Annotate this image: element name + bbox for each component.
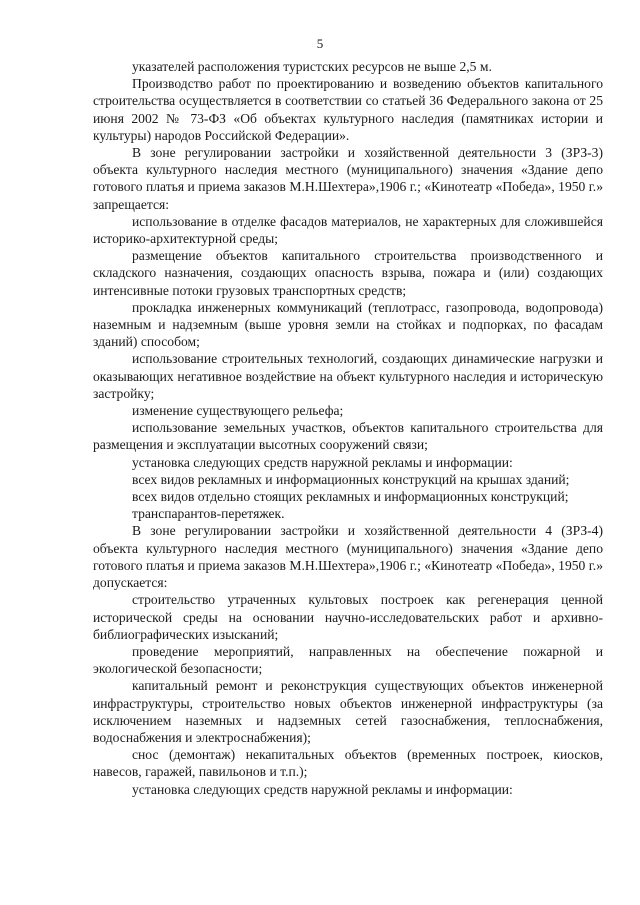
paragraph: всех видов отдельно стоящих рекламных и информационных конструкций; (132, 489, 569, 505)
paragraph: установка следующих средств наружной рекламы и информации: (132, 781, 513, 797)
paragraph: использование земельных участков, объектов капитального строительства для размещения и эксплуатации высотных сооружений связи; (93, 420, 603, 453)
paragraph: снос (демонтаж) некапитальных объектов (временных построек, киосков, навесов, гаражей, павильонов и т.п.); (93, 747, 603, 780)
page-number: 5 (316, 36, 324, 51)
paragraph: транспарантов-перетяжек. (132, 506, 285, 522)
paragraph: Производство работ по проектированию и возведению объектов капитального строительства осуществляется в соответствии со статьей 36 Федерального закона от 25 июня 2002 № 73-ФЗ «Об объектах культурного наследия (памятниках истории и культуры) народов Российской Федерации». (93, 76, 603, 143)
paragraph: прокладка инженерных коммуникаций (теплотрасс, газопровода, водопровода) наземным и надземным (выше уровня земли на стойках и подпорках, по фасадам зданий) способом; (93, 299, 603, 350)
paragraph: изменение существующего рельефа; (132, 403, 344, 419)
paragraph: использование строительных технологий, создающих динамические нагрузки и оказывающих негативное воздействие на объект культурного наследия и историческую застройку; (93, 351, 603, 401)
paragraph: В зоне регулировании застройки и хозяйственной деятельности 3 (ЗРЗ-3) объекта культурного наследия местного (муниципального) значения «Здание депо готового платья и приема заказов М.Н.Шехтера»,1906 г.; «Кинотеатр «Победа», 1950 г.» запрещается: (93, 145, 603, 212)
paragraph: В зоне регулировании застройки и хозяйственной деятельности 4 (ЗРЗ-4) объекта культурного наследия местного (муниципального) значения «Здание депо готового платья и приема заказов М.Н.Шехтера»,1906 г.; «Кинотеатр «Победа», 1950 г.» допускается: (93, 523, 603, 591)
document-body (93, 58, 603, 798)
paragraph: строительство утраченных культовых построек как регенерация ценной исторической среды на основании научно-исследовательских работ и архивно-библиографических изысканий; (93, 592, 603, 642)
paragraph: всех видов рекламных и информационных конструкций на крышах зданий; (132, 471, 570, 487)
paragraph: указателей расположения туристских ресурсов не выше 2,5 м. (132, 59, 492, 74)
paragraph: использование в отделке фасадов материалов, не характерных для сложившейся историко-архитектурной среды; (93, 213, 603, 247)
paragraph: размещение объектов капитального строительства производственного и складского назначения, создающих опасность взрыва, пожара и (или) создающих интенсивные потоки грузовых транспортных средств; (93, 248, 603, 298)
paragraph: проведение мероприятий, направленных на обеспечение пожарной и экологической безопасности; (93, 643, 603, 677)
paragraph: установка следующих средств наружной рекламы и информации: (132, 454, 513, 470)
paragraph: капитальный ремонт и реконструкция существующих объектов инженерной инфраструктуры, строительство новых объектов инженерной инфраструктуры (за исключением наземных и надземных сетей газоснабжения, теплоснабжения, водоснабжения и электроснабжения); (93, 678, 603, 745)
